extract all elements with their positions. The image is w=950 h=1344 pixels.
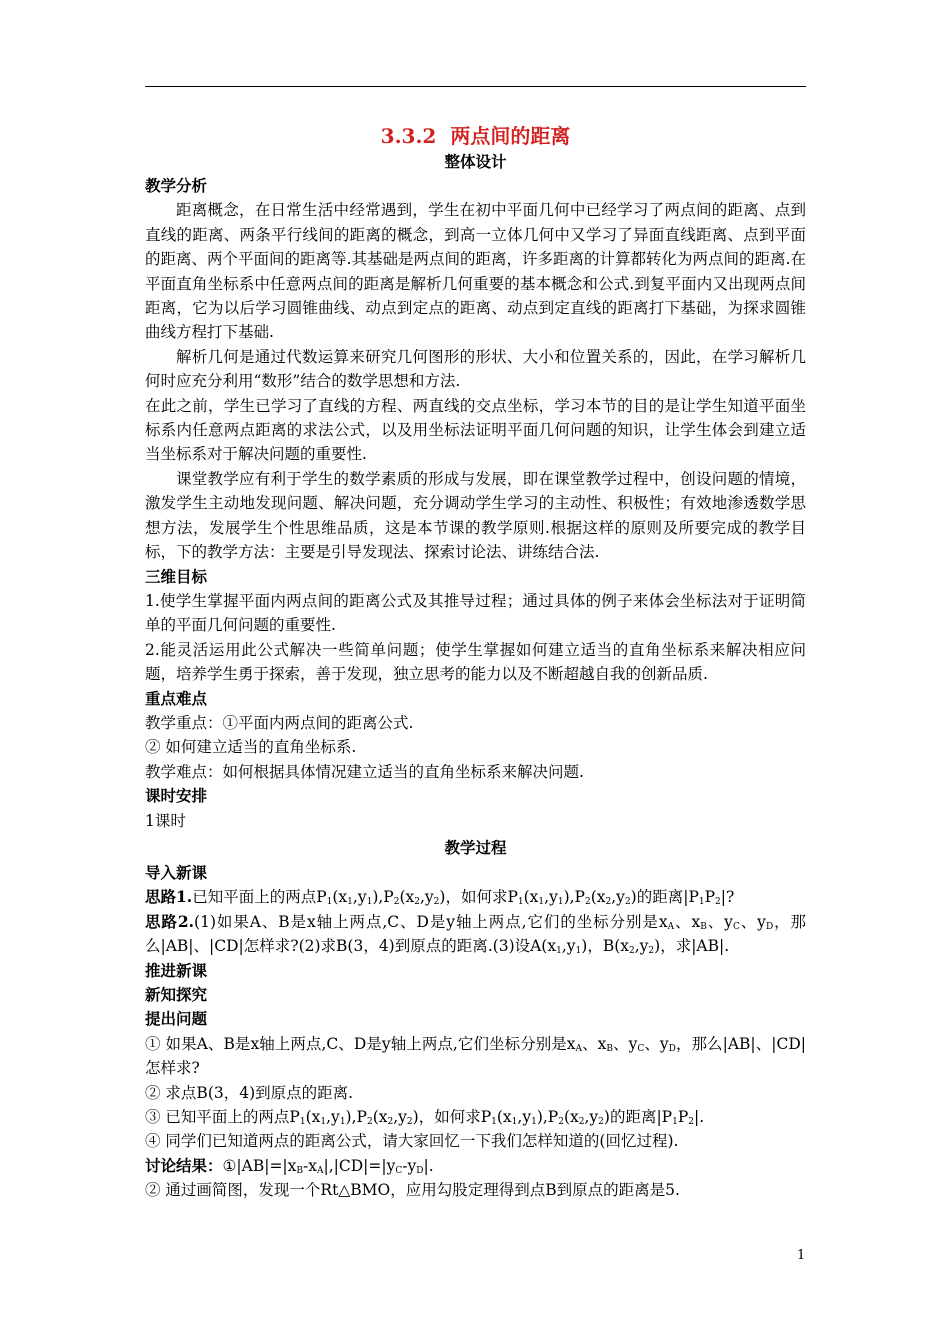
discussion-result: ② 通过画简图，发现一个Rt△BMO，应用勾股定理得到点B到原点的距离是5. [145, 1181, 680, 1200]
goal-item: 1.使学生掌握平面内两点间的距离公式及其推导过程；通过具体的例子来体会坐标法对于证明简单的平面几何问题的重要性. [145, 591, 806, 635]
keypoint-item: ② 如何建立适当的直角坐标系. [145, 738, 357, 757]
goal-item: 2.能灵活运用此公式解决一些简单问题；使学生掌握如何建立适当的直角坐标系来解决相应问题，培养学生勇于探索，善于发现，独立思考的能力以及不断超越自我的创新品质. [145, 640, 806, 684]
analysis-paragraph: 课堂教学应有利于学生的数学素质的形成与发展，即在课堂教学过程中，创设问题的情境，激发学生主动地发现问题、解决问题，充分调动学生学习的主动性、积极性；有效地渗透数学思想方法，发展学生个性思维品质，这是本节课的教学原则.根据这样的原则及所要完成的教学目标，下的教学方法：主要是引导发现法、探索讨论法、讲练结合法. [145, 469, 806, 562]
question-item: ④ 同学们已知道两点的距离公式，请大家回忆一下我们怎样知道的(回忆过程). [145, 1132, 679, 1151]
question-item: ③ 已知平面上的两点$P_1(x_1,y_1),P_2(x_2,y_2)$，如何求$P_1(x_1,y_1),P_2(x_2,y_2)$的距离$|P_1P_2|$. [145, 1108, 705, 1128]
heading-question: 提出问题 [145, 1009, 208, 1029]
header-rule [145, 86, 806, 87]
idea-1: 思路1.已知平面上的两点$P_1(x_1,y_1),P_2(x_2,y_2)$，如何求$P_1(x_1,y_1),P_2(x_2,y_2)$的距离$|P_1P_2|$? [145, 887, 735, 908]
heading-intro: 导入新课 [145, 862, 208, 882]
page-number: 1 [797, 1248, 806, 1263]
heading-explore: 新知探究 [145, 985, 208, 1004]
question-item: ② 求点B(3，4)到原点的距离. [145, 1083, 354, 1102]
page-content [145, 122, 806, 1203]
heading-schedule: 课时安排 [145, 786, 208, 806]
analysis-paragraph: 解析几何是通过代数运算来研究几何图形的形状、大小和位置关系的，因此，在学习解析几何时应充分利用“数形”结合的数学思想和方法. [145, 347, 806, 391]
analysis-paragraph: 在此之前，学生已学习了直线的方程、两直线的交点坐标，学习本节的目的是让学生知道平面坐标系内任意两点距离的求法公式，以及用坐标法证明平面几何问题的知识，让学生体会到建立适当坐标系对于解决问题的重要性. [145, 396, 806, 464]
subtitle: 整体设计 [444, 152, 507, 171]
heading-goals: 三维目标 [145, 566, 208, 586]
heading-process: 教学过程 [444, 837, 507, 857]
heading-advance: 推进新课 [145, 960, 208, 980]
question-item: ① 如果A、B是x轴上两点,C、D是y轴上两点,它们坐标分别是$x_A$、$x_B$、$y_C$、$y_D$，那么|AB|、|CD|怎样求? [145, 1034, 806, 1078]
schedule-value: 1课时 [145, 811, 186, 830]
idea-2: 思路2.(1)如果A、B是x轴上两点,C、D是y轴上两点,它们的坐标分别是$x_A$、$x_B$、$y_C$、$y_D$，那么|AB|、|CD|怎样求?(2)求B(3，4)到原点的距离.(3)设$A(x_1,y_1)$，$B(x_2,y_2)$，求|AB|. [145, 911, 806, 957]
page-title: 3.3.2 两点间的距离 [380, 124, 571, 148]
heading-keypoints: 重点难点 [145, 688, 208, 708]
keypoint-item: 教学重点：①平面内两点间的距离公式. [145, 713, 414, 732]
discussion-result: 讨论结果：$①|AB|=|x_B-x_A|,|CD|=|y_C-y_D|$. [145, 1155, 434, 1176]
analysis-paragraph: 距离概念，在日常生活中经常遇到，学生在初中平面几何中已经学习了两点间的距离、点到直线的距离、两条平行线间的距离的概念，到高一立体几何中又学习了异面直线距离、点到平面的距离、两个平面间的距离等.其基础是两点间的距离，许多距离的计算都转化为两点间的距离.在平面直角坐标系中任意两点间的距离是解析几何重要的基本概念和公式.到复平面内又出现两点间距离，它为以后学习圆锥曲线、动点到定点的距离、动点到定直线的距离打下基础，为探求圆锥曲线方程打下基础. [145, 201, 806, 342]
heading-analysis: 教学分析 [145, 176, 208, 195]
keypoint-item: 教学难点：如何根据具体情况建立适当的直角坐标系来解决问题. [145, 762, 584, 781]
